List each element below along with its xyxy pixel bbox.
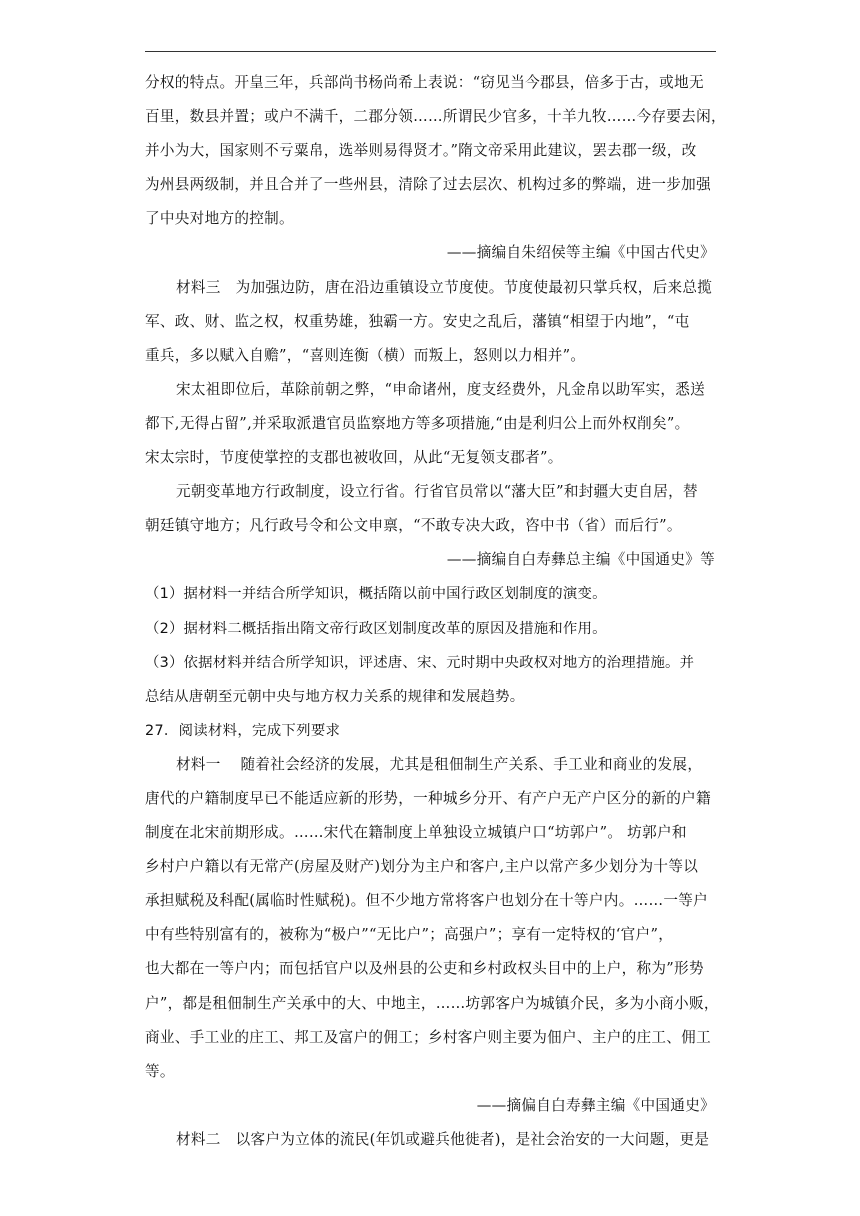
q27-material-1-line: 材料一 随着社会经济的发展，尤其是租佃制生产关系、手工业和商业的发展，: [176, 755, 703, 773]
q27-material-1-line: 也大都在一等户内；而包括官户以及州县的公吏和乡村政权头目中的上户，称为”形势: [145, 960, 704, 978]
material-3-line: 重兵，多以赋入自赡”，“喜则连衡（横）而叛上，怒则以力相并”。: [145, 346, 586, 364]
document-body: [145, 66, 727, 1157]
text-line: 了中央对地方的控制。: [145, 210, 294, 228]
q27-material-1-line: 等。: [145, 1062, 175, 1080]
source-citation: ——摘编自朱绍侯等主编《中国古代史》: [446, 244, 715, 262]
source-citation: ——摘编自白寿彝总主编《中国通史》等: [446, 551, 715, 569]
text-line: 百里，数县并置；或户不满千，二郡分领……所谓民少官多，十羊九牧……今存要去闲，: [145, 108, 726, 126]
q27-material-1-line: 承担赋税及科配(属临时性赋税)。但不少地方常将客户也划分在十等户内。……一等户: [145, 892, 709, 910]
question-2: （2）据材料二概括指出隋文帝行政区划制度改革的原因及措施和作用。: [145, 620, 607, 637]
text-line: 并小为大，国家则不亏粟帛，选举则易得贤才。”隋文帝采用此建议，罢去郡一级，改: [145, 142, 697, 160]
text-line: 分权的特点。开皇三年，兵部尚书杨尚希上表说：“窃见当今郡县，倍多于古，或地无: [145, 74, 704, 91]
q27-material-1-line: 制度在北宋前期形成。……宋代在籍制度上单独设立城镇户口“坊郭户”。 坊郭户和: [145, 824, 687, 842]
material-3-line: 都下,无得占留”,并采取派遣官员监察地方等多项措施,“由是利归公上而外权削矣”。: [145, 414, 690, 432]
q27-material-1-line: 唐代的户籍制度早已不能适应新的形势，一种城乡分开、有产户无产户区分的新的户籍: [145, 789, 711, 807]
question-27-heading: 27．阅读材料，完成下列要求: [145, 722, 341, 739]
q27-material-1-line: 中有些特别富有的，被称为“极户”“无比户”；高强户”；享有一定特权的‘官户”，: [145, 926, 674, 944]
q27-material-1-line: 乡村户户籍以有无常产(房屋及财产)划分为主户和客户,主户以常产多少划分为十等以: [145, 858, 699, 876]
q27-material-1-line: 户”，都是租佃制生产关承中的大、中地主，……坊郭客户为城镇介民，多为小商小贩，: [145, 994, 719, 1012]
text-line: 为州县两级制，并且合并了一些州县，清除了过去层次、机构过多的弊端，进一步加强: [145, 176, 711, 194]
material-3-line: 宋太祖即位后，革除前朝之弊，“申命诸州，度支经费外，凡金帛以助军实，悉送: [176, 380, 706, 398]
material-3-line: 军、政、财、监之权，权重势雄，独霸一方。安史之乱后，藩镇“相望于内地”，“屯: [145, 312, 690, 330]
q27-material-2-line: 材料二 以客户为立体的流民(年饥或避兵他徙者)，是社会治安的一大问题，更是: [176, 1130, 710, 1148]
material-3-line: 材料三 为加强边防，唐在沿边重镇设立节度使。节度使最初只掌兵权，后来总揽: [176, 278, 713, 296]
material-3-line: 元朝变革地方行政制度，设立行省。行省官员常以“藩大臣”和封疆大吏自居，替: [176, 483, 698, 501]
question-3: （3）依据材料并结合所学知识，评述唐、宋、元时期中央政权对地方的治理措施。并: [145, 654, 695, 671]
q27-material-1-line: 商业、手工业的庄工、邦工及富户的佣工；乡村客户则主要为佃户、主户的庄工、佣工: [145, 1028, 711, 1046]
question-3-continued: 总结从唐朝至元朝中央与地方权力关系的规律和发展趋势。: [145, 688, 525, 705]
source-citation: ——摘偏自白寿彝主编《中国通史》: [476, 1096, 715, 1114]
material-3-line: 宋太宗时，节度使掌控的支郡也被收回，从此“无复领支郡者”。: [145, 449, 563, 467]
header-divider: [145, 51, 716, 52]
question-1: （1）据材料一并结合所学知识，概括隋以前中国行政区划制度的演变。: [145, 586, 607, 603]
material-3-line: 朝廷镇守地方；凡行政号令和公文申禀，“不敢专决大政，咨中书（省）而后行”。: [145, 517, 682, 535]
